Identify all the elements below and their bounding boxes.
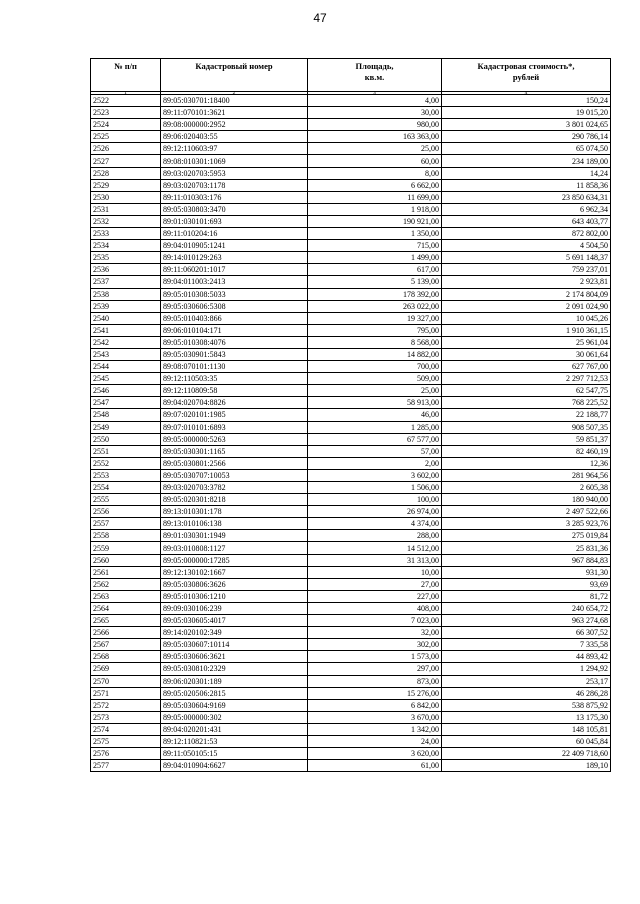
row-number-cell: 2553 <box>91 469 161 481</box>
area-cell: 3 670,00 <box>308 711 442 723</box>
area-cell: 6 842,00 <box>308 699 442 711</box>
table-row <box>91 95 611 107</box>
row-number-cell: 2576 <box>91 748 161 760</box>
cadastral-value-cell: 234 189,00 <box>442 155 611 167</box>
row-number-cell: 2558 <box>91 530 161 542</box>
area-cell: 297,00 <box>308 663 442 675</box>
area-cell: 67 577,00 <box>308 433 442 445</box>
cadastral-number-cell: 89:09:030106:239 <box>161 602 308 614</box>
cadastral-value-cell: 4 504,50 <box>442 240 611 252</box>
cadastral-value-cell: 22 409 718,60 <box>442 748 611 760</box>
column-number: 3 <box>308 92 442 95</box>
table-row <box>91 748 611 760</box>
cadastral-number-cell: 89:13:010106:138 <box>161 518 308 530</box>
cadastral-number-cell: 89:08:000000:2952 <box>161 119 308 131</box>
area-cell: 980,00 <box>308 119 442 131</box>
cadastral-number-cell: 89:05:030803:3470 <box>161 203 308 215</box>
area-cell: 10,00 <box>308 566 442 578</box>
cadastral-number-cell: 89:06:020403:55 <box>161 131 308 143</box>
cadastral-value-cell: 963 274,68 <box>442 615 611 627</box>
row-number-cell: 2569 <box>91 663 161 675</box>
area-cell: 1 506,00 <box>308 482 442 494</box>
cadastral-number-cell: 89:05:030701:18400 <box>161 95 308 107</box>
area-cell: 100,00 <box>308 494 442 506</box>
cadastral-value-cell: 1 294,92 <box>442 663 611 675</box>
table-row <box>91 348 611 360</box>
table-row <box>91 675 611 687</box>
cadastral-value-cell: 2 605,38 <box>442 482 611 494</box>
area-cell: 58 913,00 <box>308 397 442 409</box>
cadastral-value-cell: 759 237,01 <box>442 264 611 276</box>
row-number-cell: 2524 <box>91 119 161 131</box>
row-number-cell: 2535 <box>91 252 161 264</box>
row-number-cell: 2551 <box>91 445 161 457</box>
cadastral-value-cell: 66 307,52 <box>442 627 611 639</box>
area-cell: 1 285,00 <box>308 421 442 433</box>
cadastral-number-cell: 89:05:030605:4017 <box>161 615 308 627</box>
row-number-cell: 2546 <box>91 385 161 397</box>
area-cell: 11 699,00 <box>308 191 442 203</box>
row-number-cell: 2557 <box>91 518 161 530</box>
row-number-cell: 2525 <box>91 131 161 143</box>
cadastral-value-cell: 967 884,83 <box>442 554 611 566</box>
table-row <box>91 252 611 264</box>
table-row <box>91 240 611 252</box>
area-cell: 5 139,00 <box>308 276 442 288</box>
table-row <box>91 191 611 203</box>
cadastral-value-cell: 240 654,72 <box>442 602 611 614</box>
table-row <box>91 215 611 227</box>
area-cell: 2,00 <box>308 457 442 469</box>
area-cell: 4 374,00 <box>308 518 442 530</box>
table-row <box>91 445 611 457</box>
table-row <box>91 155 611 167</box>
row-number-cell: 2563 <box>91 590 161 602</box>
area-cell: 873,00 <box>308 675 442 687</box>
header-cadastral-value <box>442 59 611 92</box>
table-row <box>91 373 611 385</box>
area-cell: 1 573,00 <box>308 651 442 663</box>
row-number-cell: 2555 <box>91 494 161 506</box>
cadastral-value-cell: 180 940,00 <box>442 494 611 506</box>
cadastral-number-cell: 89:12:110821:53 <box>161 735 308 747</box>
table-row <box>91 723 611 735</box>
table-row <box>91 530 611 542</box>
cadastral-value-cell: 30 061,64 <box>442 348 611 360</box>
header-label: Кадастровая стоимость*, рублей <box>477 61 575 82</box>
cadastral-number-cell: 89:05:010403:866 <box>161 312 308 324</box>
cadastral-number-cell: 89:05:010308:4076 <box>161 336 308 348</box>
table-row <box>91 179 611 191</box>
table-row <box>91 711 611 723</box>
table-row <box>91 760 611 772</box>
area-cell: 1 499,00 <box>308 252 442 264</box>
area-cell: 263 022,00 <box>308 300 442 312</box>
cadastral-value-cell: 150,24 <box>442 95 611 107</box>
area-cell: 61,00 <box>308 760 442 772</box>
cadastral-value-cell: 253,17 <box>442 675 611 687</box>
row-number-cell: 2566 <box>91 627 161 639</box>
row-number-cell: 2567 <box>91 639 161 651</box>
cadastral-value-cell: 643 403,77 <box>442 215 611 227</box>
page-number: 47 <box>313 11 327 25</box>
table-row <box>91 288 611 300</box>
area-cell: 14 512,00 <box>308 542 442 554</box>
row-number-cell: 2575 <box>91 735 161 747</box>
area-cell: 227,00 <box>308 590 442 602</box>
cadastral-value-cell: 275 019,84 <box>442 530 611 542</box>
area-cell: 408,00 <box>308 602 442 614</box>
cadastral-value-cell: 2 174 804,09 <box>442 288 611 300</box>
row-number-cell: 2556 <box>91 506 161 518</box>
cadastral-number-cell: 89:05:030806:3626 <box>161 578 308 590</box>
cadastral-value-cell: 23 850 634,31 <box>442 191 611 203</box>
cadastral-number-cell: 89:01:030301:1949 <box>161 530 308 542</box>
header-cadastral-number <box>161 59 308 92</box>
cadastral-value-cell: 81,72 <box>442 590 611 602</box>
cadastral-number-cell: 89:12:110503:35 <box>161 373 308 385</box>
table-row <box>91 119 611 131</box>
row-number-cell: 2539 <box>91 300 161 312</box>
cadastral-value-cell: 290 786,14 <box>442 131 611 143</box>
table-row <box>91 131 611 143</box>
cadastral-number-cell: 89:05:000000:302 <box>161 711 308 723</box>
row-number-cell: 2529 <box>91 179 161 191</box>
cadastral-number-cell: 89:03:020703:1178 <box>161 179 308 191</box>
area-cell: 14 882,00 <box>308 348 442 360</box>
cadastral-value-cell: 93,69 <box>442 578 611 590</box>
cadastral-number-cell: 89:11:060201:1017 <box>161 264 308 276</box>
table-row <box>91 312 611 324</box>
table-row <box>91 167 611 179</box>
cadastral-number-cell: 89:12:110603:97 <box>161 143 308 155</box>
cadastral-number-cell: 89:04:010905:1241 <box>161 240 308 252</box>
cadastral-value-cell: 3 285 923,76 <box>442 518 611 530</box>
table-row <box>91 735 611 747</box>
row-number-cell: 2533 <box>91 228 161 240</box>
table-row <box>91 554 611 566</box>
row-number-cell: 2545 <box>91 373 161 385</box>
cadastral-number-cell: 89:05:010308:5033 <box>161 288 308 300</box>
table-row <box>91 409 611 421</box>
area-cell: 26 974,00 <box>308 506 442 518</box>
cadastral-value-cell: 82 460,19 <box>442 445 611 457</box>
cadastral-value-cell: 44 893,42 <box>442 651 611 663</box>
table-row <box>91 397 611 409</box>
row-number-cell: 2571 <box>91 687 161 699</box>
table-row <box>91 457 611 469</box>
table-row <box>91 385 611 397</box>
row-number-cell: 2565 <box>91 615 161 627</box>
table-row <box>91 615 611 627</box>
row-number-cell: 2562 <box>91 578 161 590</box>
header-area <box>308 59 442 92</box>
cadastral-value-table <box>90 58 611 772</box>
cadastral-value-cell: 627 767,00 <box>442 361 611 373</box>
header-label: Площадь, кв.м. <box>355 61 394 82</box>
table-row <box>91 336 611 348</box>
cadastral-value-cell: 12,36 <box>442 457 611 469</box>
row-number-cell: 2577 <box>91 760 161 772</box>
row-number-cell: 2536 <box>91 264 161 276</box>
cadastral-value-cell: 25 961,04 <box>442 336 611 348</box>
cadastral-number-cell: 89:06:020301:189 <box>161 675 308 687</box>
area-cell: 32,00 <box>308 627 442 639</box>
table-header-row <box>91 59 611 92</box>
area-cell: 60,00 <box>308 155 442 167</box>
cadastral-number-cell: 89:11:050105:15 <box>161 748 308 760</box>
cadastral-value-cell: 2 923,81 <box>442 276 611 288</box>
cadastral-value-cell: 5 691 148,37 <box>442 252 611 264</box>
table-row <box>91 276 611 288</box>
cadastral-number-cell: 89:04:020704:8826 <box>161 397 308 409</box>
area-cell: 700,00 <box>308 361 442 373</box>
row-number-cell: 2548 <box>91 409 161 421</box>
table-row <box>91 687 611 699</box>
cadastral-number-cell: 89:05:000000:17285 <box>161 554 308 566</box>
area-cell: 57,00 <box>308 445 442 457</box>
table-row <box>91 590 611 602</box>
cadastral-value-cell: 11 858,36 <box>442 179 611 191</box>
table-row <box>91 578 611 590</box>
table-row <box>91 482 611 494</box>
cadastral-number-cell: 89:14:010129:263 <box>161 252 308 264</box>
row-number-cell: 2540 <box>91 312 161 324</box>
cadastral-number-cell: 89:04:010904:6627 <box>161 760 308 772</box>
row-number-cell: 2554 <box>91 482 161 494</box>
row-number-cell: 2573 <box>91 711 161 723</box>
row-number-cell: 2542 <box>91 336 161 348</box>
area-cell: 163 363,00 <box>308 131 442 143</box>
table-row <box>91 663 611 675</box>
area-cell: 1 350,00 <box>308 228 442 240</box>
row-number-cell: 2530 <box>91 191 161 203</box>
area-cell: 24,00 <box>308 735 442 747</box>
row-number-cell: 2526 <box>91 143 161 155</box>
cadastral-value-cell: 65 074,50 <box>442 143 611 155</box>
cadastral-number-cell: 89:05:000000:5263 <box>161 433 308 445</box>
header-row-number <box>91 59 161 92</box>
area-cell: 1 342,00 <box>308 723 442 735</box>
area-cell: 46,00 <box>308 409 442 421</box>
header-label: Кадастровый номер <box>195 61 273 71</box>
cadastral-value-cell: 59 851,37 <box>442 433 611 445</box>
column-number: 4 <box>442 92 611 95</box>
cadastral-number-cell: 89:13:010301:178 <box>161 506 308 518</box>
row-number-cell: 2532 <box>91 215 161 227</box>
area-cell: 8 568,00 <box>308 336 442 348</box>
cadastral-value-cell: 148 105,81 <box>442 723 611 735</box>
area-cell: 302,00 <box>308 639 442 651</box>
cadastral-value-cell: 281 964,56 <box>442 469 611 481</box>
cadastral-value-cell: 13 175,30 <box>442 711 611 723</box>
area-cell: 27,00 <box>308 578 442 590</box>
table-row <box>91 228 611 240</box>
cadastral-value-cell: 14,24 <box>442 167 611 179</box>
cadastral-value-cell: 2 497 522,66 <box>442 506 611 518</box>
area-cell: 4,00 <box>308 95 442 107</box>
area-cell: 30,00 <box>308 107 442 119</box>
table-row <box>91 602 611 614</box>
row-number-cell: 2523 <box>91 107 161 119</box>
cadastral-number-cell: 89:04:020201:431 <box>161 723 308 735</box>
area-cell: 178 392,00 <box>308 288 442 300</box>
cadastral-number-cell: 89:05:030810:2329 <box>161 663 308 675</box>
area-cell: 190 921,00 <box>308 215 442 227</box>
row-number-cell: 2560 <box>91 554 161 566</box>
cadastral-value-cell: 7 335,58 <box>442 639 611 651</box>
cadastral-number-cell: 89:06:010104:171 <box>161 324 308 336</box>
cadastral-value-cell: 6 962,34 <box>442 203 611 215</box>
cadastral-value-cell: 2 297 712,53 <box>442 373 611 385</box>
cadastral-number-cell: 89:03:010808:1127 <box>161 542 308 554</box>
table-row <box>91 361 611 373</box>
cadastral-value-cell: 60 045,84 <box>442 735 611 747</box>
table-row <box>91 651 611 663</box>
row-number-cell: 2570 <box>91 675 161 687</box>
area-cell: 3 602,00 <box>308 469 442 481</box>
column-number: 2 <box>161 92 308 95</box>
cadastral-number-cell: 89:03:020703:5953 <box>161 167 308 179</box>
row-number-cell: 2564 <box>91 602 161 614</box>
cadastral-number-cell: 89:03:020703:3782 <box>161 482 308 494</box>
table-row <box>91 494 611 506</box>
row-number-cell: 2531 <box>91 203 161 215</box>
cadastral-value-cell: 1 910 361,15 <box>442 324 611 336</box>
table-row <box>91 469 611 481</box>
cadastral-number-cell: 89:07:020101:1985 <box>161 409 308 421</box>
column-number: 1 <box>91 92 161 95</box>
cadastral-value-cell: 62 547,75 <box>442 385 611 397</box>
table-row <box>91 699 611 711</box>
area-cell: 3 620,00 <box>308 748 442 760</box>
cadastral-value-cell: 189,10 <box>442 760 611 772</box>
header-label: № п/п <box>114 61 137 71</box>
cadastral-value-cell: 46 286,28 <box>442 687 611 699</box>
cadastral-value-cell: 25 831,36 <box>442 542 611 554</box>
row-number-cell: 2544 <box>91 361 161 373</box>
cadastral-number-cell: 89:08:010301:1069 <box>161 155 308 167</box>
cadastral-number-cell: 89:07:010101:6893 <box>161 421 308 433</box>
table-row <box>91 518 611 530</box>
area-cell: 25,00 <box>308 143 442 155</box>
table-body <box>91 95 611 772</box>
table-row <box>91 143 611 155</box>
area-cell: 25,00 <box>308 385 442 397</box>
cadastral-number-cell: 89:11:010303:176 <box>161 191 308 203</box>
area-cell: 617,00 <box>308 264 442 276</box>
area-cell: 19 327,00 <box>308 312 442 324</box>
cadastral-value-cell: 2 091 024,90 <box>442 300 611 312</box>
row-number-cell: 2550 <box>91 433 161 445</box>
cadastral-value-cell: 768 225,52 <box>442 397 611 409</box>
row-number-cell: 2559 <box>91 542 161 554</box>
table-row <box>91 107 611 119</box>
cadastral-value-cell: 538 875,92 <box>442 699 611 711</box>
row-number-cell: 2541 <box>91 324 161 336</box>
cadastral-number-cell: 89:05:030604:9169 <box>161 699 308 711</box>
row-number-cell: 2538 <box>91 288 161 300</box>
cadastral-value-cell: 22 188,77 <box>442 409 611 421</box>
table-row <box>91 639 611 651</box>
table-row <box>91 203 611 215</box>
table-row <box>91 421 611 433</box>
cadastral-number-cell: 89:04:011003:2413 <box>161 276 308 288</box>
cadastral-number-cell: 89:05:020506:2815 <box>161 687 308 699</box>
table-row <box>91 627 611 639</box>
row-number-cell: 2549 <box>91 421 161 433</box>
row-number-cell: 2527 <box>91 155 161 167</box>
cadastral-value-cell: 931,30 <box>442 566 611 578</box>
cadastral-number-cell: 89:05:020301:8218 <box>161 494 308 506</box>
area-cell: 509,00 <box>308 373 442 385</box>
cadastral-number-cell: 89:12:130102:1667 <box>161 566 308 578</box>
cadastral-number-cell: 89:05:030901:5843 <box>161 348 308 360</box>
table-row <box>91 433 611 445</box>
cadastral-number-cell: 89:05:030301:1165 <box>161 445 308 457</box>
cadastral-number-cell: 89:12:110809:58 <box>161 385 308 397</box>
area-cell: 795,00 <box>308 324 442 336</box>
row-number-cell: 2561 <box>91 566 161 578</box>
area-cell: 715,00 <box>308 240 442 252</box>
cadastral-number-cell: 89:05:030607:10114 <box>161 639 308 651</box>
row-number-cell: 2534 <box>91 240 161 252</box>
row-number-cell: 2522 <box>91 95 161 107</box>
cadastral-number-cell: 89:08:070101:1130 <box>161 361 308 373</box>
row-number-cell: 2552 <box>91 457 161 469</box>
cadastral-value-cell: 908 507,35 <box>442 421 611 433</box>
area-cell: 15 276,00 <box>308 687 442 699</box>
cadastral-number-cell: 89:14:020102:349 <box>161 627 308 639</box>
cadastral-value-cell: 872 802,00 <box>442 228 611 240</box>
cadastral-number-cell: 89:05:030606:5308 <box>161 300 308 312</box>
cadastral-value-cell: 10 045,26 <box>442 312 611 324</box>
area-cell: 31 313,00 <box>308 554 442 566</box>
row-number-cell: 2572 <box>91 699 161 711</box>
area-cell: 1 918,00 <box>308 203 442 215</box>
row-number-cell: 2574 <box>91 723 161 735</box>
row-number-cell: 2537 <box>91 276 161 288</box>
area-cell: 6 662,00 <box>308 179 442 191</box>
area-cell: 8,00 <box>308 167 442 179</box>
table-row <box>91 566 611 578</box>
cadastral-value-cell: 3 801 024,65 <box>442 119 611 131</box>
row-number-cell: 2528 <box>91 167 161 179</box>
row-number-cell: 2547 <box>91 397 161 409</box>
cadastral-number-cell: 89:05:030606:3621 <box>161 651 308 663</box>
cadastral-value-cell: 19 015,20 <box>442 107 611 119</box>
area-cell: 288,00 <box>308 530 442 542</box>
table-row <box>91 264 611 276</box>
cadastral-number-cell: 89:01:030101:693 <box>161 215 308 227</box>
area-cell: 7 023,00 <box>308 615 442 627</box>
table-row <box>91 506 611 518</box>
table-row <box>91 300 611 312</box>
row-number-cell: 2568 <box>91 651 161 663</box>
cadastral-number-cell: 89:11:010204:16 <box>161 228 308 240</box>
cadastral-number-cell: 89:05:030707:10053 <box>161 469 308 481</box>
table-row <box>91 324 611 336</box>
cadastral-number-cell: 89:05:010306:1210 <box>161 590 308 602</box>
table-row <box>91 542 611 554</box>
row-number-cell: 2543 <box>91 348 161 360</box>
cadastral-number-cell: 89:05:030801:2566 <box>161 457 308 469</box>
cadastral-number-cell: 89:11:070101:3621 <box>161 107 308 119</box>
